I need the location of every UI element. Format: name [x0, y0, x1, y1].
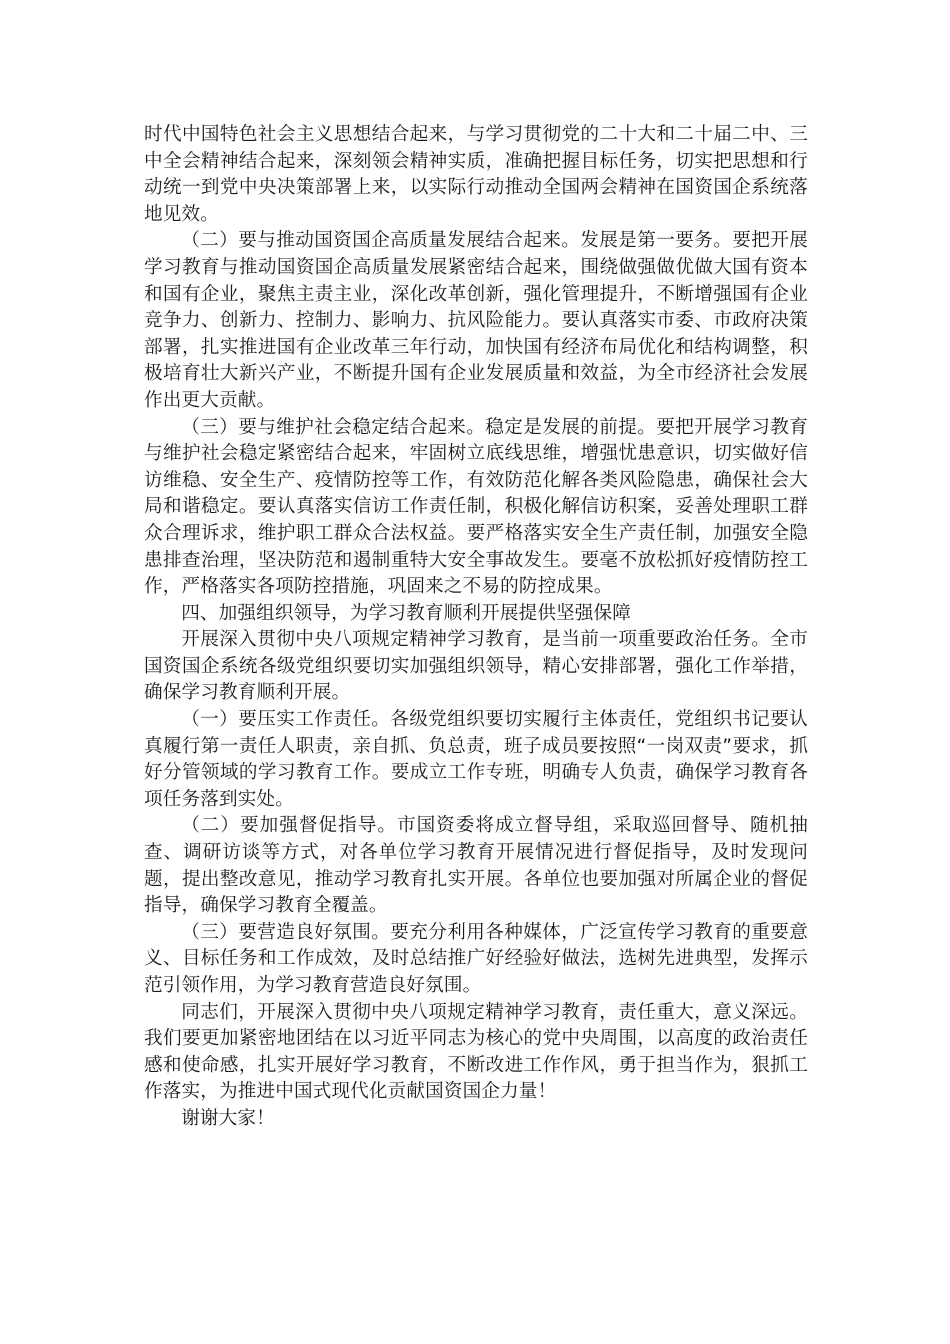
section-heading-organization: 四、加强组织领导，为学习教育顺利开展提供坚强保障 [181, 602, 632, 624]
paragraph-high-quality-development: （二）要与推动国资国企高质量发展结合起来。发展是第一要务。要把开展学习教育与推动国资国企高质量发展紧密结合起来，围绕做强做优做大国有资本和国有企业，聚焦主责主业，深化改革创新，强化管理提升，不断增强国有企业竞争力、创新力、控制力、影响力、抗风险能力。要认真落实市委、市政府决策部署，扎实推进国有企业改革三年行动，加快国有经济布局优化和结构调整，积极培育壮大新兴产业，不断提升国有企业发展质量和效益，为全市经济社会发展作出更大贡献。 [144, 230, 808, 411]
paragraph-thanks: 谢谢大家！ [181, 1107, 275, 1129]
paragraph-atmosphere: （三）要营造良好氛围。要充分利用各种媒体，广泛宣传学习教育的重要意义、目标任务和工作成效，及时总结推广好经验好做法，选树先进典型，发挥示范引领作用，为学习教育营造良好氛围。 [144, 921, 808, 996]
document-body [144, 122, 808, 1133]
paragraph-supervision: （二）要加强督促指导。市国资委将成立督导组，采取巡回督导、随机抽查、调研访谈等方式，对各单位学习教育开展情况进行督促指导，及时发现问题，提出整改意见，推动学习教育扎实开展。各单位也要加强对所属企业的督促指导，确保学习教育全覆盖。 [144, 815, 808, 917]
paragraph-responsibility: （一）要压实工作责任。各级党组织要切实履行主体责任，党组织书记要认真履行第一责任人职责，亲自抓、负总责，班子成员要按照“一岗双责”要求，抓好分管领域的学习教育工作。要成立工作专班，明确专人负责，确保学习教育各项任务落到实处。 [144, 709, 808, 810]
paragraph-closing: 同志们，开展深入贯彻中央八项规定精神学习教育，责任重大，意义深远。我们要更加紧密地团结在以习近平同志为核心的党中央周围，以高度的政治责任感和使命感，扎实开展好学习教育，不断改进工作作风，勇于担当作为，狠抓工作落实，为推进中国式现代化贡献国资国企力量！ [144, 1001, 808, 1103]
paragraph-social-stability: （三）要与维护社会稳定结合起来。稳定是发展的前提。要把开展学习教育与维护社会稳定紧密结合起来，牢固树立底线思维，增强忧患意识，切实做好信访维稳、安全生产、疫情防控等工作，有效防范化解各类风险隐患，确保社会大局和谐稳定。要认真落实信访工作责任制，积极化解信访积案，妥善处理职工群众合理诉求，维护职工群众合法权益。要严格落实安全生产责任制，加强安全隐患排查治理，坚决防范和遏制重特大安全事故发生。要毫不放松抓好疫情防控工作，严格落实各项防控措施，巩固来之不易的防控成果。 [144, 416, 808, 598]
paragraph-continuation: 时代中国特色社会主义思想结合起来，与学习贯彻党的二十大和二十届二中、三中全会精神结合起来，深刻领会精神实质，准确把握目标任务，切实把思想和行动统一到党中央决策部署上来，以实际行动推动全国两会精神在国资国企系统落地见效。 [144, 124, 808, 225]
paragraph-organization-intro: 开展深入贯彻中央八项规定精神学习教育，是当前一项重要政治任务。全市国资国企系统各级党组织要切实加强组织领导，精心安排部署，强化工作举措，确保学习教育顺利开展。 [144, 629, 808, 704]
